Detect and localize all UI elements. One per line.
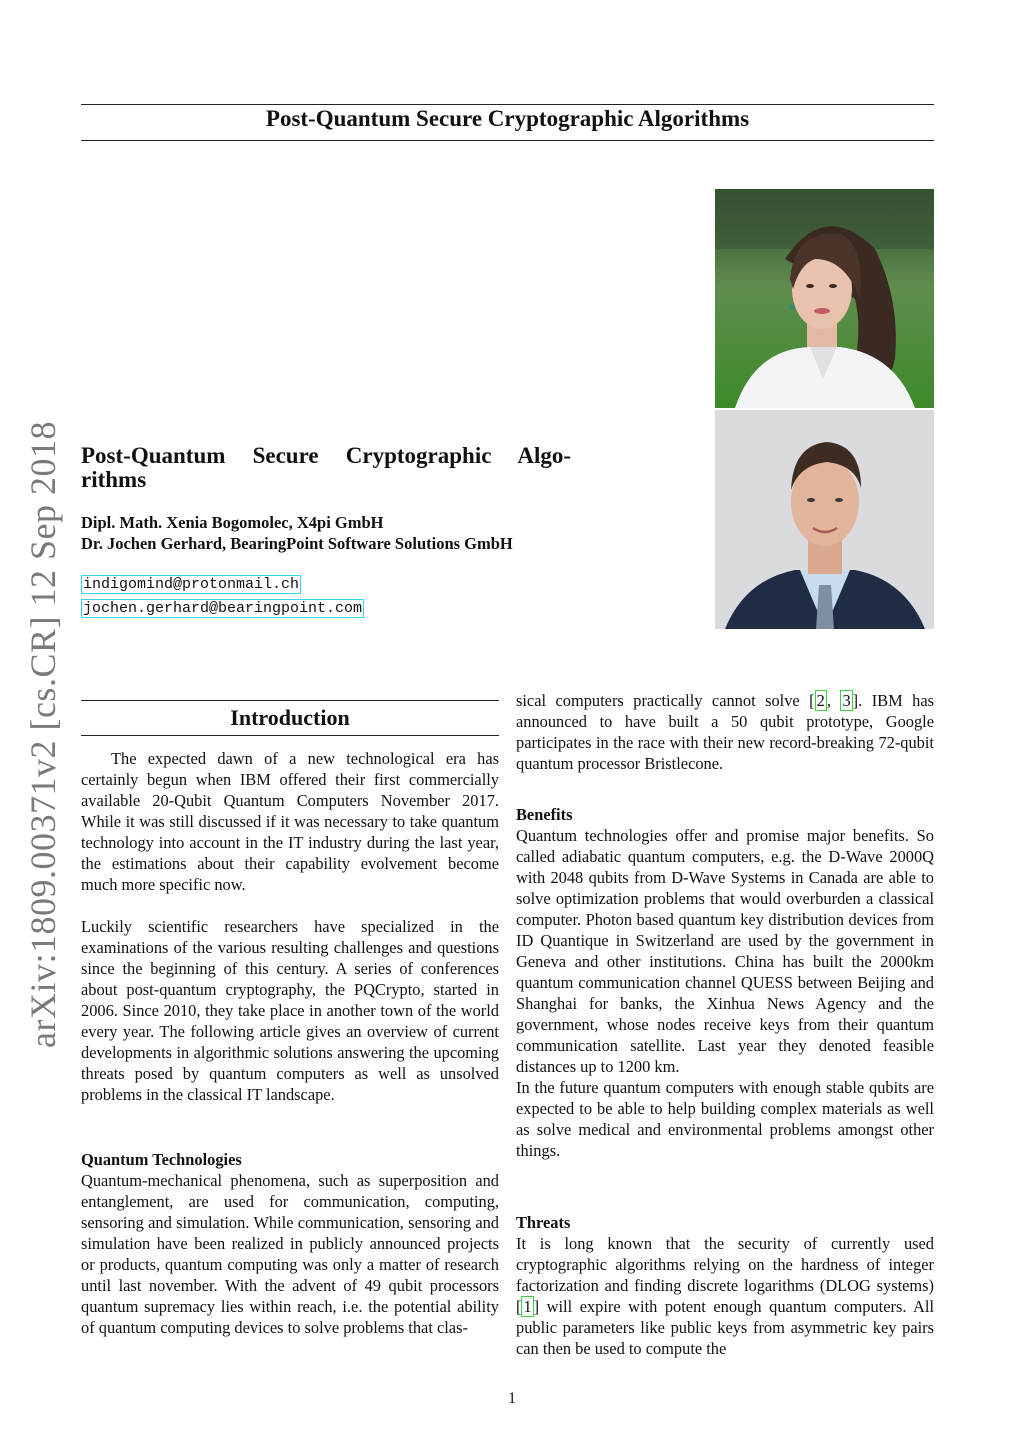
author-photo-xenia <box>715 189 934 408</box>
benefits-section <box>516 804 934 1161</box>
email-link-jochen[interactable]: jochen.gerhard@bearingpoint.com <box>83 600 363 617</box>
intro-paragraph-1: The expected dawn of a new technological era has certainly begun when IBM offered their first commercially available 20-Qubit Quantum Computers November 2017. While it was still discussed if it was necessary to take quantum technology into account in the IT industry during the last year, the estimations about their capability evolvement become much more specific now. <box>81 749 499 894</box>
intro-paragraph-1-block <box>81 748 499 895</box>
page-number: 1 <box>508 1390 516 1407</box>
intro-rule-top <box>81 700 499 701</box>
threats-paragraph <box>516 1233 934 1359</box>
introduction-heading: Introduction <box>230 705 350 730</box>
header-rule-bottom <box>81 140 934 141</box>
threats-text-a: It is long known that the security of currently used cryptographic algorithms relying on the hardness of integer factorization and finding discrete logarithms (DLOG systems) [ <box>516 1234 934 1316</box>
paper-title: Post-Quantum Secure Cryptographic Algo-rithms <box>81 443 571 492</box>
running-title: Post-Quantum Secure Cryptographic Algorithms <box>265 106 750 131</box>
email-list <box>81 574 364 622</box>
benefits-paragraph-1: Quantum technologies offer and promise major benefits. So called adiabatic quantum computers, e.g. the D-Wave 2000Q with 2048 qubits from D-Wave Systems in Canada are able to solve optimization problems that would overburden a classical computer. Photon based quantum key distribution devices from ID Quantique in Switzerland are used by the government in Geneva and other institutions. China has built the 2000km quantum communication channel QUESS between Beijing and Shanghai for banks, the Xinhua News Agency and the government, whose nodes receive keys from their quantum communication satellite. Last year they denoted feasible distances up to 1200 km. <box>516 826 934 1076</box>
author-1: Dipl. Math. Xenia Bogomolec, X4pi GmbH <box>81 513 384 532</box>
benefits-paragraph-2: In the future quantum computers with enough stable qubits are expected to be able to help building complex materials as well as solve medical and environmental problems amongst other things. <box>516 1078 934 1160</box>
quantum-technologies-heading: Quantum Technologies <box>81 1150 242 1169</box>
citation-link-3[interactable]: 3 <box>842 691 851 710</box>
continuation-block <box>516 690 934 774</box>
citation-separator: , <box>826 691 841 710</box>
quantum-technologies-section <box>81 1149 499 1338</box>
continuation-text-a: sical computers practically cannot solve [ <box>516 691 815 710</box>
quantum-technologies-body: Quantum-mechanical phenomena, such as superposition and entanglement, are used for communication, computing, sensoring and simulation. While communication, sensoring and simulation have been realized in publicly announced projects or products, quantum computing was only a matter of research until last november. With the advent of 49 qubit processors quantum supremacy lies within reach, i.e. the potential ability of quantum computing devices to solve problems that clas- <box>81 1171 499 1337</box>
author-photo-jochen <box>715 410 934 629</box>
continuation-text-b: ]. IBM has announced to have built a 50 qubit prototype, Google participates in the race with their new record-breaking 72-qubit quantum processor Bristlecone. <box>516 691 934 773</box>
continuation-paragraph <box>516 690 934 774</box>
email-link-xenia[interactable]: indigomind@protonmail.ch <box>83 576 300 593</box>
intro-rule-bottom <box>81 735 499 736</box>
citation-link-1[interactable]: 1 <box>523 1297 532 1316</box>
author-2: Dr. Jochen Gerhard, BearingPoint Software Solutions GmbH <box>81 534 513 553</box>
intro-paragraph-2: Luckily scientific researchers have specialized in the examinations of the various resulting challenges and questions since the beginning of this century. A series of conferences about post-quantum cryptography, the PQCrypto, started in 2006. Since 2010, they take place in another town of the world every year. The following article gives an overview of current developments in algorithmic solutions answering the upcoming threats posed by quantum computers as well as unsolved problems in the classical IT landscape. <box>81 917 499 1104</box>
intro-paragraph-2-block <box>81 916 499 1105</box>
benefits-heading: Benefits <box>516 805 573 824</box>
threats-text-b: ] will expire with potent enough quantum computers. All public parameters like public keys from asymmetric key pairs can then be used to compute the <box>516 1297 934 1358</box>
threats-heading: Threats <box>516 1213 571 1232</box>
author-list <box>81 512 513 554</box>
threats-section <box>516 1212 934 1359</box>
header-rule-top <box>81 104 934 105</box>
arxiv-identifier: arXiv:1809.00371v2 [cs.CR] 12 Sep 2018 <box>23 421 63 1048</box>
citation-link-2[interactable]: 2 <box>816 691 825 710</box>
